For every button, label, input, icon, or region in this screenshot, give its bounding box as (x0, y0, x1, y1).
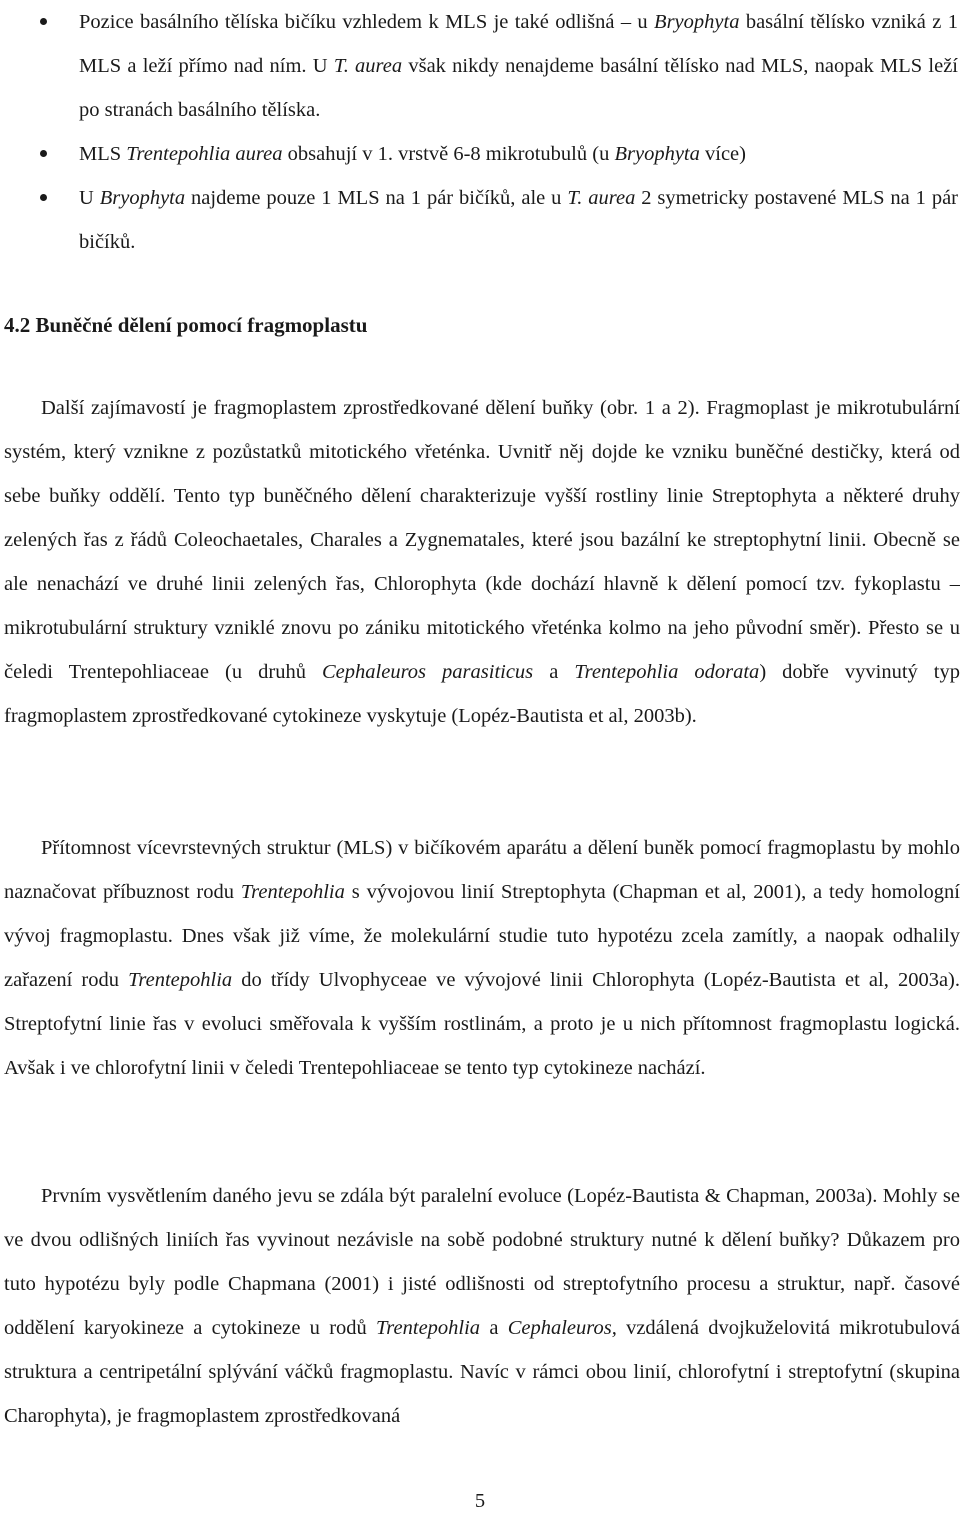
bullet-list (0, 0, 960, 264)
italic-run: Bryophyta (99, 187, 186, 209)
italic-run: T. aurea (567, 187, 636, 209)
text-run: a (533, 661, 575, 683)
text-run: Prvním vysvětlením daného jevu se zdála být paralelní evoluce (Lopéz-Bautista & Chapman, 2003a). Mohly se ve dvou odlišných liniích řas vyvinout nezávisle na sobě podobné struktury nutné k dělení buňky? Důkazem pro tuto hypotézu byly podle Chapmana (2001) i jisté odlišnosti od streptofytního procesu a struktur, např. časové oddělení karyokineze a cytokineze u rodů (4, 1185, 960, 1339)
italic-run: Trentepohlia (376, 1317, 481, 1339)
text-run: najdeme pouze 1 MLS na 1 pár bičíků, ale u (185, 187, 568, 209)
text-run: Přítomnost vícevrstevných struktur (MLS) v bičíkovém aparátu a dělení buněk pomocí fragmoplastu by mohlo naznačovat příbuznost rodu (4, 837, 960, 903)
text-run: MLS (79, 143, 127, 165)
text-run: a (480, 1317, 508, 1339)
text-run: Další zajímavostí je fragmoplastem zprostředkované dělení buňky (obr. 1 a 2). Fragmoplast je mikrotubulární systém, který vznikne z pozůstatků mitotického vřeténka. Uvnitř něj dojde ke vzniku buněčné destičky, která od sebe buňky oddělí. Tento typ buněčného dělení charakterizuje vyšší rostliny linie Streptophyta a některé druhy zelených řas z řádů Coleochaetales, Charales a Zygnematales, které jsou bazální ke streptophytní linii. Obecně se ale nenachází ve druhé linii zelených řas, Chlorophyta (kde dochází hlavně k dělení pomocí tzv. fykoplastu – mikrotubulární struktury vzniklé znovu po zániku mitotického vřeténka kolmo na jeho původní směr). Přesto se u čeledi Trentepohliaceae (u druhů (4, 397, 960, 683)
italic-run: Bryophyta (654, 11, 740, 33)
bullet-item (0, 0, 960, 132)
text-run: více) (699, 143, 746, 165)
text-run: obsahují v 1. vrstvě 6-8 mikrotubulů (u (282, 143, 615, 165)
paragraph (4, 826, 960, 1180)
italic-run: Bryophyta (614, 143, 700, 165)
text-run: basální tělísko vzniká z 1 MLS a leží přímo nad ním. U (79, 11, 958, 77)
text-run: U (79, 187, 100, 209)
bullet-item (0, 176, 960, 264)
italic-run: Trentepohlia (128, 969, 233, 991)
text-run: do třídy Ulvophyceae ve vývojové linii Chlorophyta (Lopéz-Bautista et al, 2003a). Streptofytní linie řas v evoluci směřovala k vyšším rostlinám, a proto je u nich přítomnost fragmoplastu logická. Avšak i ve chlorofytní linii v čeledi Trentepohliaceae se tento typ cytokineze nachází. (4, 969, 960, 1079)
paragraph (4, 386, 960, 828)
page-number: 5 (474, 1490, 486, 1512)
text-run: s vývojovou linií Streptophyta (Chapman et al, 2001), a tedy homologní vývoj fragmoplastu. Dnes však již víme, že molekulární studie tuto hypotézu zcela zamítly, a naopak odhalily zařazení rodu (4, 881, 960, 991)
section-heading: 4.2 Buněčné dělení pomocí fragmoplastu (4, 313, 368, 337)
italic-run: Trentepohlia aurea (126, 143, 283, 165)
text-run: však nikdy nenajdeme basální tělísko nad MLS, naopak MLS leží po stranách basálního tělíska. (79, 55, 958, 121)
paragraph (4, 1174, 960, 1486)
bullet-item (0, 132, 960, 176)
text-run: Pozice basálního tělíska bičíku vzhledem k MLS je také odlišná – u (79, 11, 655, 33)
text-run: 2 symetricky postavené MLS na 1 pár bičíků. (79, 187, 958, 253)
text-run: vzdálená dvojkuželovitá mikrotubulová struktura a centripetální splývání váčků fragmoplastu. Navíc v rámci obou linií, chlorofytní i streptofytní (skupina Charophyta), je fragmoplastem zprostředkovaná (4, 1317, 960, 1427)
bullet-dot-icon (40, 18, 47, 25)
bullet-dot-icon (40, 194, 47, 201)
italic-run: Trentepohlia odorata (574, 661, 760, 683)
italic-run: Cephaleuros parasiticus (322, 661, 534, 683)
text-run: ) dobře vyvinutý typ fragmoplastem zprostředkované cytokineze vyskytuje (Lopéz-Bautista et al, 2003b). (4, 661, 960, 727)
bullet-dot-icon (40, 150, 47, 157)
italic-run: Trentepohlia (240, 881, 345, 903)
italic-run: Cephaleuros, (507, 1317, 617, 1339)
italic-run: T. aurea (333, 55, 403, 77)
